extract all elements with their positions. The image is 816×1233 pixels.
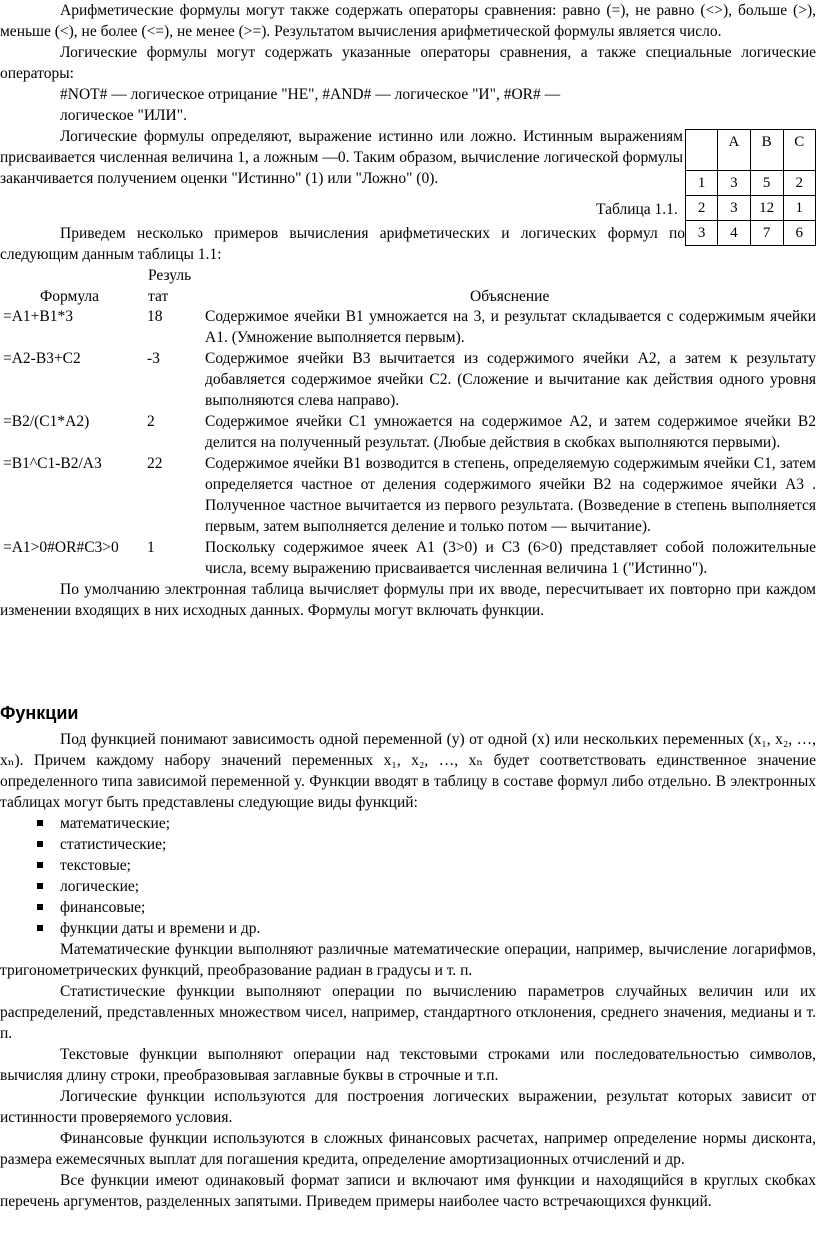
formula-cell: =A1>0#OR#C3>0 <box>3 539 119 556</box>
explanation-cell: Содержимое ячейки C1 умножается на содержимое A2, и затем содержимое ячейки B2 делится на полученный результат. (Любые действия в скобках выполняются первыми). <box>205 413 816 451</box>
sheet-header-row <box>686 130 816 171</box>
paragraph-logical-formulas: Логические формулы могут содержать указанные операторы сравнения, а также специальные логические операторы: <box>0 44 816 82</box>
list-item: логические; <box>0 876 816 897</box>
result-cell: 1 <box>147 539 155 556</box>
section-heading-functions: Функции <box>0 703 79 723</box>
intro-examples <box>0 223 685 265</box>
formula-row <box>0 411 816 453</box>
paragraph-function-definition: Под функцией понимают зависимость одной переменной (y) от одной (x) или нескольких переменных (x₁, x₂, …, xₙ). Причем каждому набору значений переменных x₁, x₂, …, xₙ будет соответствовать единственное значение определенного типа зависимой переменной y. Функции вводят в таблицу в составе формул либо отдельно. В электронных таблицах могут быть представлены следующие виды функций: <box>0 731 816 811</box>
sheet-row-header: 3 <box>686 221 718 246</box>
header-explanation: Объяснение <box>470 288 550 305</box>
result-cell: -3 <box>147 350 160 367</box>
list-item: финансовые; <box>0 897 816 918</box>
bullet-square-icon <box>37 841 43 847</box>
explanation-cell: Содержимое ячейки B3 вычитается из содержимого ячейки A2, а затем к результату добавляется содержимое ячейки C2. (Сложение и вычитание как действия одного уровня выполняются слева направо). <box>205 350 816 409</box>
spreadsheet-table <box>685 129 816 246</box>
paragraph-stat-functions: Статистические функции выполняют операции по вычислению параметров случайных величин или их распределений, представленных множеством чисел, например, стандартного отклонения, среднего значения, медианы и т. п. <box>0 983 816 1042</box>
sheet-row <box>686 196 816 221</box>
bullet-square-icon <box>37 925 43 931</box>
list-item: текстовые; <box>0 855 816 876</box>
formula-row <box>0 537 816 579</box>
formula-cell: =B2/(C1*A2) <box>3 413 90 430</box>
bullet-square-icon <box>37 904 43 910</box>
paragraph-financial-functions: Финансовые функции используются в сложных финансовых расчетах, например определение нормы дисконта, размера ежемесячных выплат для погашения кредита, определение амортизационных отчислений и др. <box>0 1130 816 1168</box>
formula-cell: =A2-B3+C2 <box>3 350 81 367</box>
formula-row <box>0 453 816 537</box>
explanation-cell: Поскольку содержимое ячеек A1 (3>0) и C3 (6>0) представляет собой положительные числа, всему выражению присваивается численная величина 1 ("Истинно"). <box>205 539 816 577</box>
sheet-corner-cell <box>686 130 718 171</box>
formulas-table <box>0 265 816 621</box>
result-cell: 18 <box>147 308 163 325</box>
bullet-square-icon <box>37 862 43 868</box>
bullet-square-icon <box>37 820 43 826</box>
sheet-row-header: 2 <box>686 196 718 221</box>
sheet-cell: 3 <box>718 171 751 196</box>
paragraph-function-format: Все функции имеют одинаковый формат записи и включают имя функции и находящийся в круглых скобках перечень аргументов, разделенных запятыми. Приведем примеры наиболее часто встречающихся функций. <box>0 1172 816 1210</box>
result-cell: 22 <box>147 455 163 472</box>
formula-row <box>0 306 816 348</box>
formula-cell: =A1+B1*3 <box>3 308 74 325</box>
list-item: функции даты и времени и др. <box>0 918 816 939</box>
sheet-row <box>686 221 816 246</box>
formula-cell: =B1^C1-B2/A3 <box>3 455 102 472</box>
header-result: Резуль тат <box>148 267 192 305</box>
formula-row <box>0 348 816 411</box>
sheet-cell: 5 <box>750 171 783 196</box>
paragraph-examples-intro: Приведем несколько примеров вычисления арифметических и логических формул по следующим данным таблицы 1.1: <box>0 225 685 263</box>
paragraph-logical-operators: #NOT# — логическое отрицание "НЕ", #AND# — логическое "И", #OR# — логическое "ИЛИ". <box>60 86 561 124</box>
sheet-cell: 4 <box>718 221 751 246</box>
table-caption: Таблица 1.1. <box>596 201 678 218</box>
sheet-cell: 12 <box>750 196 783 221</box>
sheet-cell: 7 <box>750 221 783 246</box>
list-item: математические; <box>0 813 816 834</box>
bullet-square-icon <box>37 883 43 889</box>
sheet-cell: 2 <box>783 171 815 196</box>
list-item: статистические; <box>0 834 816 855</box>
sheet-column-header: A <box>718 130 751 171</box>
sheet-row-header: 1 <box>686 171 718 196</box>
paragraph-math-functions: Математические функции выполняют различные математические операции, например, вычисление логарифмов, тригонометрических функций, преобразование радиан в градусы и т. п. <box>0 941 816 979</box>
sheet-row <box>686 171 816 196</box>
paragraph-logic-functions: Логические функции используются для построения логических выражении, результат которых зависит от истинности проверяемого условия. <box>0 1088 816 1126</box>
sheet-cell: 1 <box>783 196 815 221</box>
sheet-cell: 6 <box>783 221 815 246</box>
explanation-cell: Содержимое ячейки B1 умножается на 3, и результат складывается с содержимым ячейки A1. (Умножение выполняется первым). <box>205 308 816 346</box>
functions-section <box>0 729 816 1212</box>
explanation-cell: Содержимое ячейки B1 возводится в степень, определяемую содержимым ячейки C1, затем определяется частное от деления содержимого ячейки B2 на содержимое ячейки A3 . Полученное частное вычитается из первого результата. (Возведение в степень выполняется первым, затем выполняется деление и только потом — вычитание). <box>205 455 816 535</box>
function-types-list <box>0 813 816 939</box>
paragraph-true-false: Логические формулы определяют, выражение истинно или ложно. Истинным выражениям присваивается численная величина 1, а ложным —0. Таким образом, вычисление логической формулы заканчивается получением оценки "Истинно" (1) или "Ложно" (0). <box>0 128 683 187</box>
paragraph-text-functions: Текстовые функции выполняют операции над текстовыми строками или последовательностью символов, вычисляя длину строки, преобразовывая заглавные буквы в строчные и т.п. <box>0 1046 816 1084</box>
paragraph-recalculation: По умолчанию электронная таблица вычисляет формулы при их вводе, пересчитывает их повторно при каждом изменении входящих в них исходных данных. Формулы могут включать функции. <box>0 581 816 619</box>
sheet-column-header: C <box>783 130 815 171</box>
header-formula: Формула <box>40 288 100 305</box>
result-cell: 2 <box>147 413 155 430</box>
sheet-column-header: B <box>750 130 783 171</box>
paragraph-comparison-operators: Арифметические формулы могут также содержать операторы сравнения: равно (=), не равно (<>), больше (>), меньше (<), не более (<=), не менее (>=). Результатом вычисления арифметической формулы является число. <box>0 2 816 40</box>
formulas-table-header <box>0 265 816 306</box>
sheet-cell: 3 <box>718 196 751 221</box>
